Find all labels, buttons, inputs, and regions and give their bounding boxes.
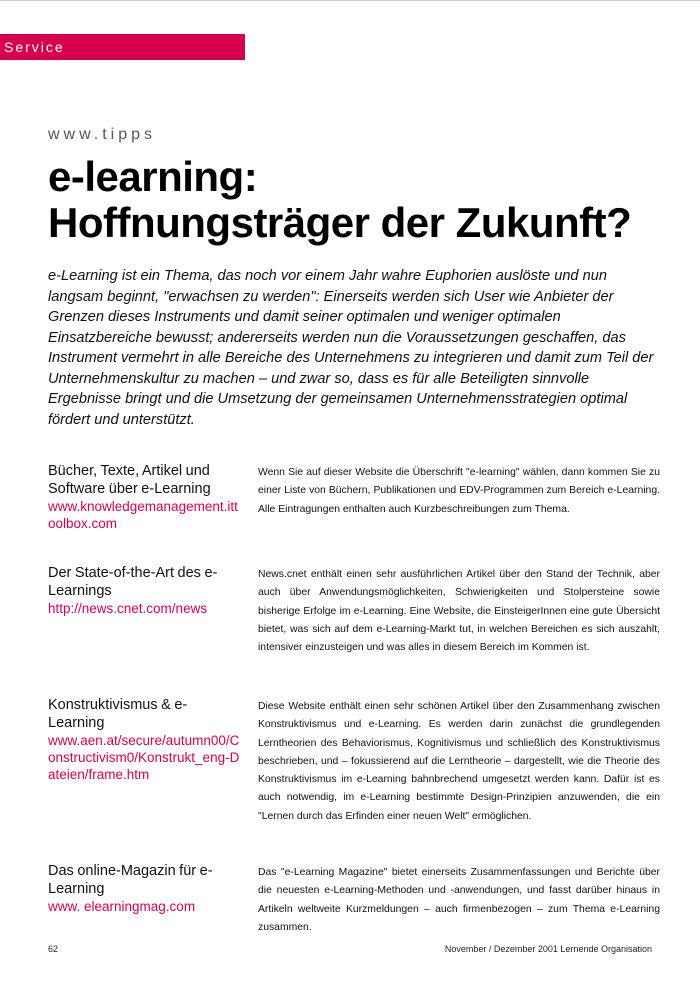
entry-description: News.cnet enthält einen sehr ausführlichen Artikel über den Stand der Technik, aber auch über Anwendungsmöglichkeiten, Schwierigkeiten und Stolpersteine sowie bisherige Erfolge im e-Learning. Eine Website, die EinsteigerInnen eine gute Übersicht bietet, was sich auf dem e-Learning-Markt tut, in welchen Bereichen es sich auszahlt, intensiver einzusteigen und was alles in diesem Bereich im Kommen ist. (258, 569, 660, 654)
entry-heading: Der State-of-the-Art des e-Learnings (48, 565, 218, 599)
page-title-line-2: Hoffnungsträger der Zukunft? (48, 199, 632, 246)
issue-label: November / Dezember 2001 Lernende Organisation (444, 944, 652, 954)
entry-heading: Konstruktivismus & e-Learning (48, 697, 188, 731)
entry-left-column (48, 462, 240, 532)
intro-paragraph: e-Learning ist ein Thema, das noch vor einem Jahr wahre Euphorien auslöste und nun langsam beginnt, "erwachsen zu werden": Einerseits werden sich User wie Anbieter der Grenzen dieses Instruments und damit seiner optimalen und weniger optimalen Einsatzbereiche bewusst; andererseits werden nun die Voraussetzungen geschaffen, das Instrument vermehrt in alle Bereiche des Unternehmens zu integrieren und damit zum Teil der Unternehmenskultur zu machen – und zwar so, dass es für alle Beteiligten sinnvolle Ergebnisse bringt und die Umsetzung der gemeinsamen Unternehmensstrategien optimal fördert und unterstützt. (48, 268, 654, 428)
page-number: 62 (48, 944, 59, 954)
entry-left-column (48, 696, 240, 783)
page-title (48, 154, 631, 246)
entry-heading: Das online-Magazin für e-Learning (48, 863, 213, 897)
entry-link[interactable]: www.knowledgemanagement.ittoolbox.com (48, 499, 238, 531)
entry-link[interactable]: http://news.cnet.com/news (48, 601, 208, 616)
entry-link[interactable]: www.aen.at/secure/autumn00/Constructivism0/Konstrukt_eng-Dateien/frame.htm (48, 733, 240, 782)
entry-description: Diese Website enthält einen sehr schönen Artikel über den Zusammenhang zwischen Konstruktivismus und e-Learning. Es werden darin zunächst die grundlegenden Lerntheorien des Behaviorismus, Kognitivismus und schließlich des Konstruktivismus beschrieben, und – fokussierend auf die Lerntheorie – dargestellt, wie die Theorie des Konstruktivismus im e-Learning bahnbrechend umgesetzt werden kann. Dafür ist es auch notwendig, im e-Learning bestimmte Design-Prinzipien anzuwenden, die ein "Lernen durch das Erfinden einer neuen Welt" ermöglichen. (258, 701, 660, 822)
kicker-label: www.tipps (48, 126, 157, 143)
page-title-line-1: e-learning: (48, 153, 258, 200)
entry-left-column (48, 564, 240, 617)
top-rule (0, 0, 700, 1)
section-label-bar: Service (0, 34, 245, 60)
entry-description: Wenn Sie auf dieser Website die Überschrift "e-learning" wählen, dann kommen Sie zu einer Liste von Büchern, Publikationen und EDV-Programmen zum Bereich e-Learning. Alle Eintragungen enthalten auch Kurzbeschreibungen zum Thema. (258, 467, 660, 515)
entry-heading: Bücher, Texte, Artikel und Software über e-Learning (48, 463, 211, 497)
entry-link[interactable]: www. elearningmag.com (48, 899, 196, 914)
entry-left-column (48, 862, 240, 915)
entry-description: Das "e-Learning Magazine" bietet einerseits Zusammenfassungen und Berichte über die neuesten e-Learning-Methoden und -anwendungen, und fasst darüber hinaus in Artikeln weltweite Kurzmeldungen – auch firmenbezogen – zum Thema e-Learning zusammen. (258, 867, 660, 933)
